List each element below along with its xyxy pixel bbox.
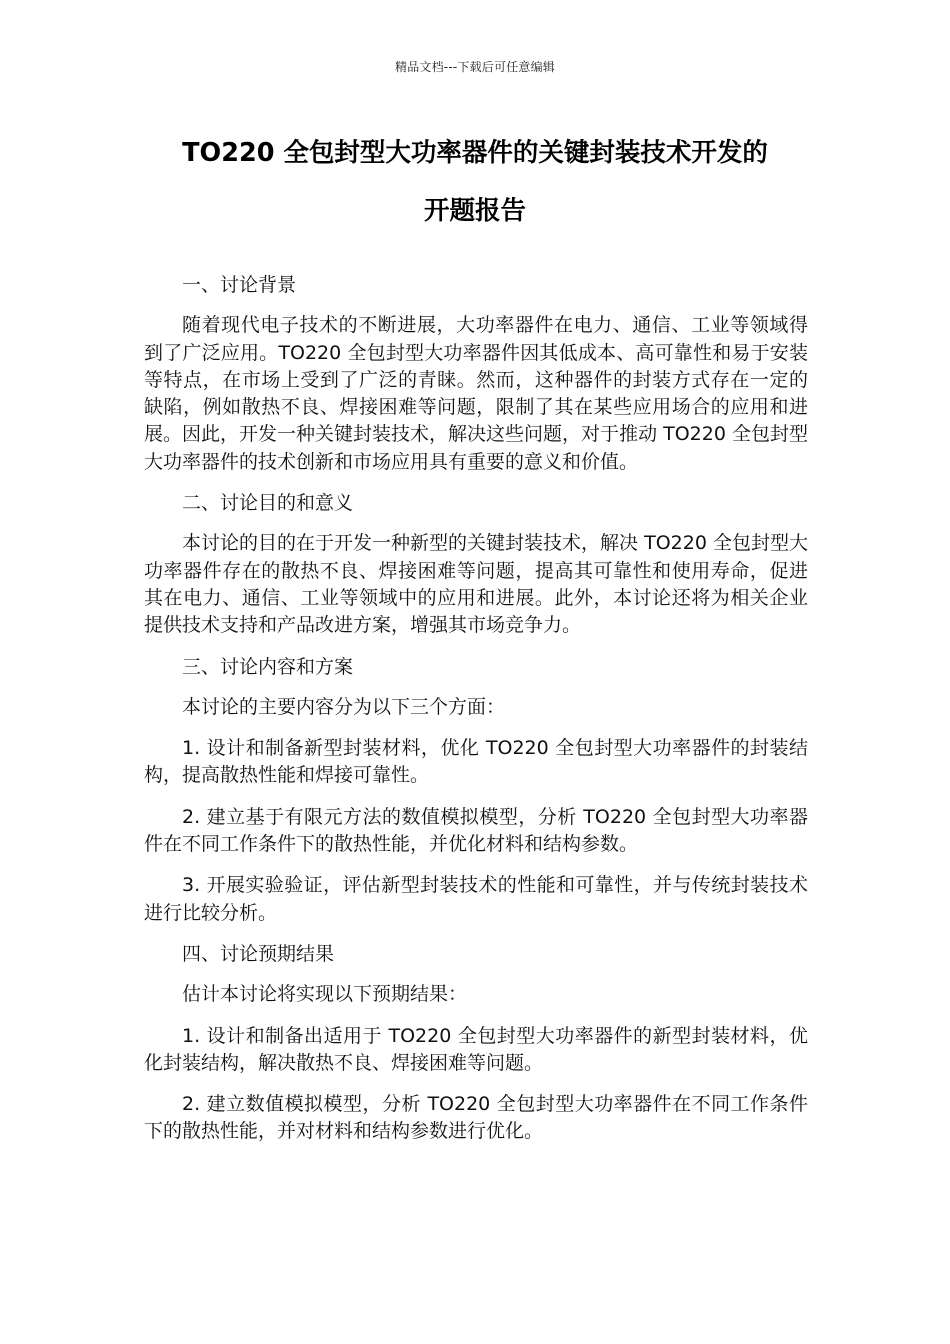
section-heading-expected-results: 四、讨论预期结果 <box>182 942 335 965</box>
paragraph-background: 随着现代电子技术的不断进展，大功率器件在电力、通信、工业等领域得到了广泛应用。TO220 全包封型大功率器件因其低成本、高可靠性和易于安装等特点，在市场上受到了广泛的青睐。然而，这种器件的封装方式存在一定的缺陷，例如散热不良、焊接困难等问题，限制了其在某些应用场合的应用和进展。因此，开发一种关键封装技术，解决这些问题，对于推动 TO220 全包封型大功率器件的技术创新和市场应用具有重要的意义和价值。 <box>144 314 808 473</box>
list-item-expected-1: 1. 设计和制备出适用于 TO220 全包封型大功率器件的新型封装材料，优化封装结构，解决散热不良、焊接困难等问题。 <box>144 1024 808 1074</box>
paragraph-expected-intro: 估计本讨论将实现以下预期结果： <box>182 983 468 1006</box>
list-item-content-2: 2. 建立基于有限元方法的数值模拟模型，分析 TO220 全包封型大功率器件在不同工作条件下的散热性能，并优化材料和结构参数。 <box>144 805 808 856</box>
list-item-expected-2: 2. 建立数值模拟模型，分析 TO220 全包封型大功率器件在不同工作条件下的散热性能，并对材料和结构参数进行优化。 <box>144 1093 808 1143</box>
paragraph-content-intro: 本讨论的主要内容分为以下三个方面： <box>182 695 506 718</box>
section-heading-content: 三、讨论内容和方案 <box>182 655 354 678</box>
list-item-content-3: 3. 开展实验验证，评估新型封装技术的性能和可靠性，并与传统封装技术进行比较分析。 <box>144 874 808 924</box>
header-note: 精品文档---下载后可任意编辑 <box>395 60 555 74</box>
list-item-content-1: 1. 设计和制备新型封装材料，优化 TO220 全包封型大功率器件的封装结构，提高散热性能和焊接可靠性。 <box>144 737 808 787</box>
section-heading-purpose: 二、讨论目的和意义 <box>182 492 354 515</box>
document-body <box>144 272 808 1160</box>
section-heading-background: 一、讨论背景 <box>182 274 297 296</box>
paragraph-purpose: 本讨论的目的在于开发一种新型的关键封装技术，解决 TO220 全包封型大功率器件存在的散热不良、焊接困难等问题，提高其可靠性和使用寿命，促进其在电力、通信、工业等领域中的应用和进展。此外，本讨论还将为相关企业提供技术支持和产品改进方案，增强其市场竞争力。 <box>144 532 808 637</box>
document-title-line-1: TO220 全包封型大功率器件的关键封装技术开发的 <box>182 138 768 168</box>
document-title-line-2: 开题报告 <box>423 196 526 226</box>
